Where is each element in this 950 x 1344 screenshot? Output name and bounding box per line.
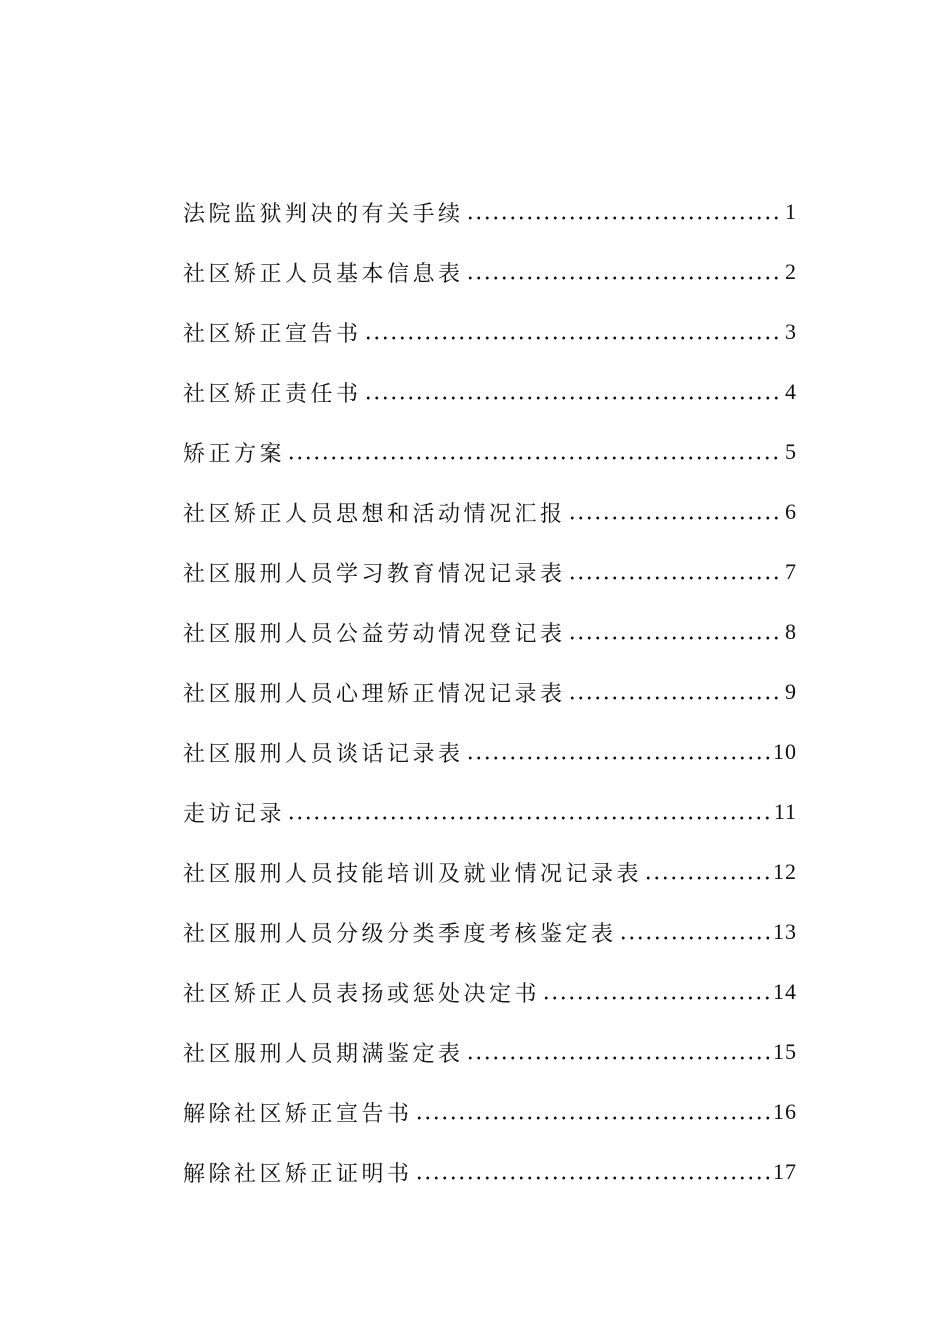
toc-entry [183,542,797,602]
toc-entry-page: 2 [785,259,797,284]
toc-entry [183,662,797,722]
toc-dot-leader [415,1101,771,1123]
toc-entry-title: 社区矫正人员思想和活动情况汇报 [183,501,566,527]
toc-dot-leader [287,801,772,823]
toc-entry-page: 9 [785,679,797,704]
toc-entry-page: 8 [785,619,797,644]
toc-entry [183,182,797,242]
toc-entry-title: 解除社区矫正证明书 [183,1161,413,1187]
toc-dot-leader [644,861,771,883]
toc-entry-title: 社区服刑人员公益劳动情况登记表 [183,621,566,647]
toc-dot-leader [568,561,783,583]
toc-entry [183,1022,797,1082]
toc-entry-title: 社区矫正人员表扬或惩处决定书 [183,981,541,1007]
toc-entry-title: 解除社区矫正宣告书 [183,1101,413,1127]
toc-entry [183,842,797,902]
toc-entry [183,962,797,1022]
toc-entry-page: 13 [773,919,797,944]
toc-entry-title: 社区矫正责任书 [183,381,362,407]
toc-entry-title: 社区服刑人员技能培训及就业情况记录表 [183,861,643,887]
toc-dot-leader [415,1161,771,1183]
toc-dot-leader [568,621,783,643]
toc-entry [183,482,797,542]
toc-entry-title: 走访记录 [183,801,286,827]
toc-entry-title: 社区服刑人员期满鉴定表 [183,1041,464,1067]
toc-dot-leader [287,441,783,463]
toc-entry [183,722,797,782]
toc-entry-title: 社区矫正宣告书 [183,321,362,347]
toc-entry-page: 7 [785,559,797,584]
toc-entry-page: 11 [773,799,797,824]
toc-entry-page: 6 [785,499,797,524]
toc-dot-leader [466,741,771,763]
toc-entry [183,602,797,662]
toc-entry-title: 社区矫正人员基本信息表 [183,261,464,287]
toc-dot-leader [364,381,783,403]
toc-entry-page: 4 [785,379,797,404]
toc-entry-title: 社区服刑人员谈话记录表 [183,741,464,767]
toc-entry [183,1142,797,1202]
toc-dot-leader [568,501,783,523]
toc-entry-page: 3 [785,319,797,344]
toc-entry [183,362,797,422]
toc-entry-title: 社区服刑人员心理矫正情况记录表 [183,681,566,707]
toc-entry-page: 15 [773,1039,797,1064]
toc-entry-page: 17 [773,1159,797,1184]
toc-dot-leader [466,261,783,283]
toc-entry-page: 10 [773,739,797,764]
toc-entry-page: 16 [773,1099,797,1124]
toc-entry-page: 5 [785,439,797,464]
toc-dot-leader [364,321,783,343]
toc-entry-title: 法院监狱判决的有关手续 [183,201,464,227]
toc-entry [183,782,797,842]
toc-dot-leader [568,681,783,703]
toc-entry-page: 14 [773,979,797,1004]
toc-entry-title: 矫正方案 [183,441,286,467]
table-of-contents [183,182,797,1202]
toc-entry [183,242,797,302]
toc-entry [183,902,797,962]
toc-entry-title: 社区服刑人员分级分类季度考核鉴定表 [183,921,617,947]
toc-entry [183,302,797,362]
toc-dot-leader [619,921,771,943]
toc-dot-leader [466,201,783,223]
toc-entry-page: 12 [773,859,797,884]
toc-dot-leader [542,981,771,1003]
toc-entry-title: 社区服刑人员学习教育情况记录表 [183,561,566,587]
toc-entry [183,1082,797,1142]
toc-entry-page: 1 [785,199,797,224]
toc-dot-leader [466,1041,771,1063]
toc-entry [183,422,797,482]
